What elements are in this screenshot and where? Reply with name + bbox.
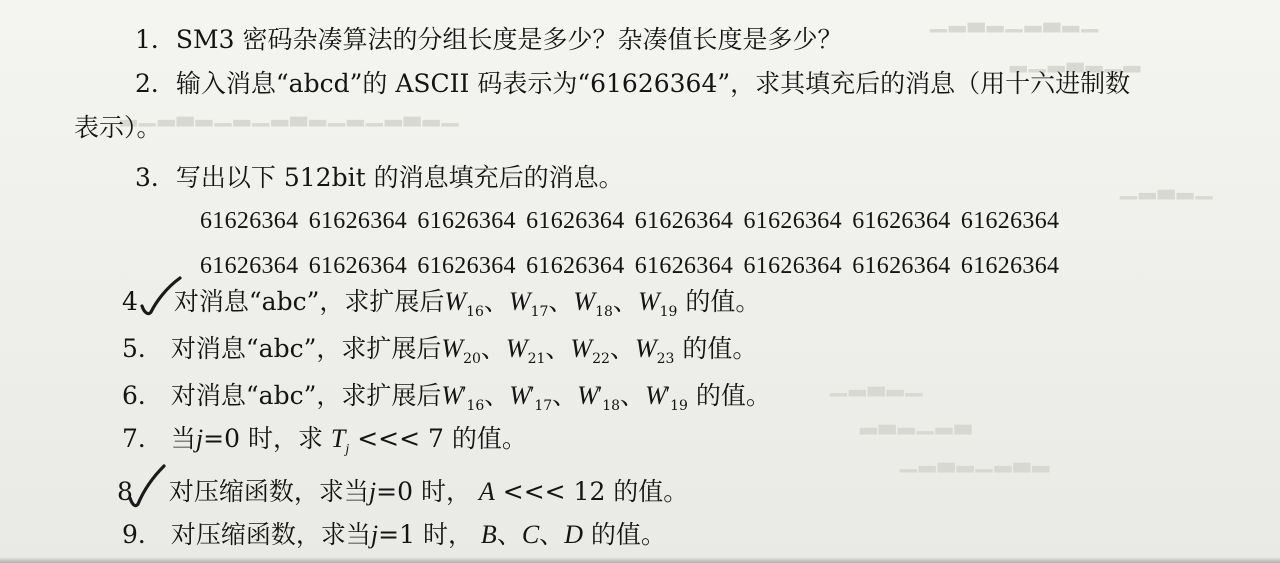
question-number: 9． <box>122 520 163 549</box>
question-text: 对消息“abc”，求扩展后 <box>170 381 442 410</box>
question-text: 表示）。 <box>74 113 162 142</box>
hex-message-row-2: 61626364 61626364 61626364 61626364 61626364 61626364 61626364 61626364 <box>200 253 1060 279</box>
bleed-through: ▁▂▃▂▁ <box>830 372 925 397</box>
bleed-through: ▁▂▃▂▁▂▃▂▁ <box>930 8 1101 33</box>
bleed-through: ▁▂▃▂▁ <box>1120 175 1215 200</box>
question-7: 7． 当j=0 时，求 $T_j$ <<< 7 的值。 <box>122 421 527 457</box>
question-5: 5． 对消息“abc”，求扩展后$W_{20}$、$W_{21}$、$W_{22}$、$W_{23}$ 的值。 <box>122 331 757 367</box>
checkmark-icon <box>126 464 168 510</box>
question-text: 对消息“abc”，求扩展后 <box>173 287 445 316</box>
question-text: SM3 密码杂凑算法的分组长度是多少？杂凑值长度是多少？ <box>175 25 843 54</box>
question-4: 4 对消息“abc”，求扩展后$W_{16}$、$W_{17}$、$W_{18}$、$W_{19}$ 的值。 <box>122 284 760 320</box>
question-9: 9． 对压缩函数，求当j=1 时， B、C、D 的值。 <box>122 517 666 553</box>
bleed-through: ▁▂▃▂▁▂▃▂ <box>900 448 1052 473</box>
question-number: 7． <box>122 424 163 453</box>
bleed-through: ▂▁▂▃▂▁▂▁▂▃▂▁▂▁▂▃▂▁ <box>120 102 461 127</box>
question-3 <box>135 160 624 196</box>
page-edge-shadow <box>0 557 1280 563</box>
question-text: 写出以下 512bit 的消息填充后的消息。 <box>175 163 624 192</box>
question-1 <box>135 22 843 58</box>
question-number: 2． <box>135 69 176 98</box>
question-number: 5． <box>122 334 163 363</box>
question-number: 1． <box>135 25 176 54</box>
question-6: 6． 对消息“abc”，求扩展后$W'_{16}$、$W'_{17}$、$W'_{18}$、$W'_{19}$ 的值。 <box>122 376 771 414</box>
question-8: 8 对压缩函数，求当j=0 时， A <<< 12 的值。 <box>117 474 688 510</box>
question-number: 6． <box>122 381 163 410</box>
hex-message-row-1: 61626364 61626364 61626364 61626364 61626364 61626364 61626364 61626364 <box>200 208 1060 234</box>
bleed-through: ▂▃▂▁▂▃ <box>860 410 974 435</box>
question-text: 输入消息“abcd”的 ASCII 码表示为“61626364”，求其填充后的消息（用十六进制数 <box>175 69 1131 98</box>
question-2 <box>135 66 1130 102</box>
question-text: 对消息“abc”，求扩展后 <box>170 334 442 363</box>
bleed-through: ▂▁▂▃▂▁▂ <box>1010 48 1143 73</box>
question-number: 4 <box>122 287 138 316</box>
question-number: 3． <box>135 163 176 192</box>
question-2-continuation <box>74 110 162 146</box>
question-number: 8 <box>117 477 133 506</box>
checkmark-icon <box>138 276 184 320</box>
